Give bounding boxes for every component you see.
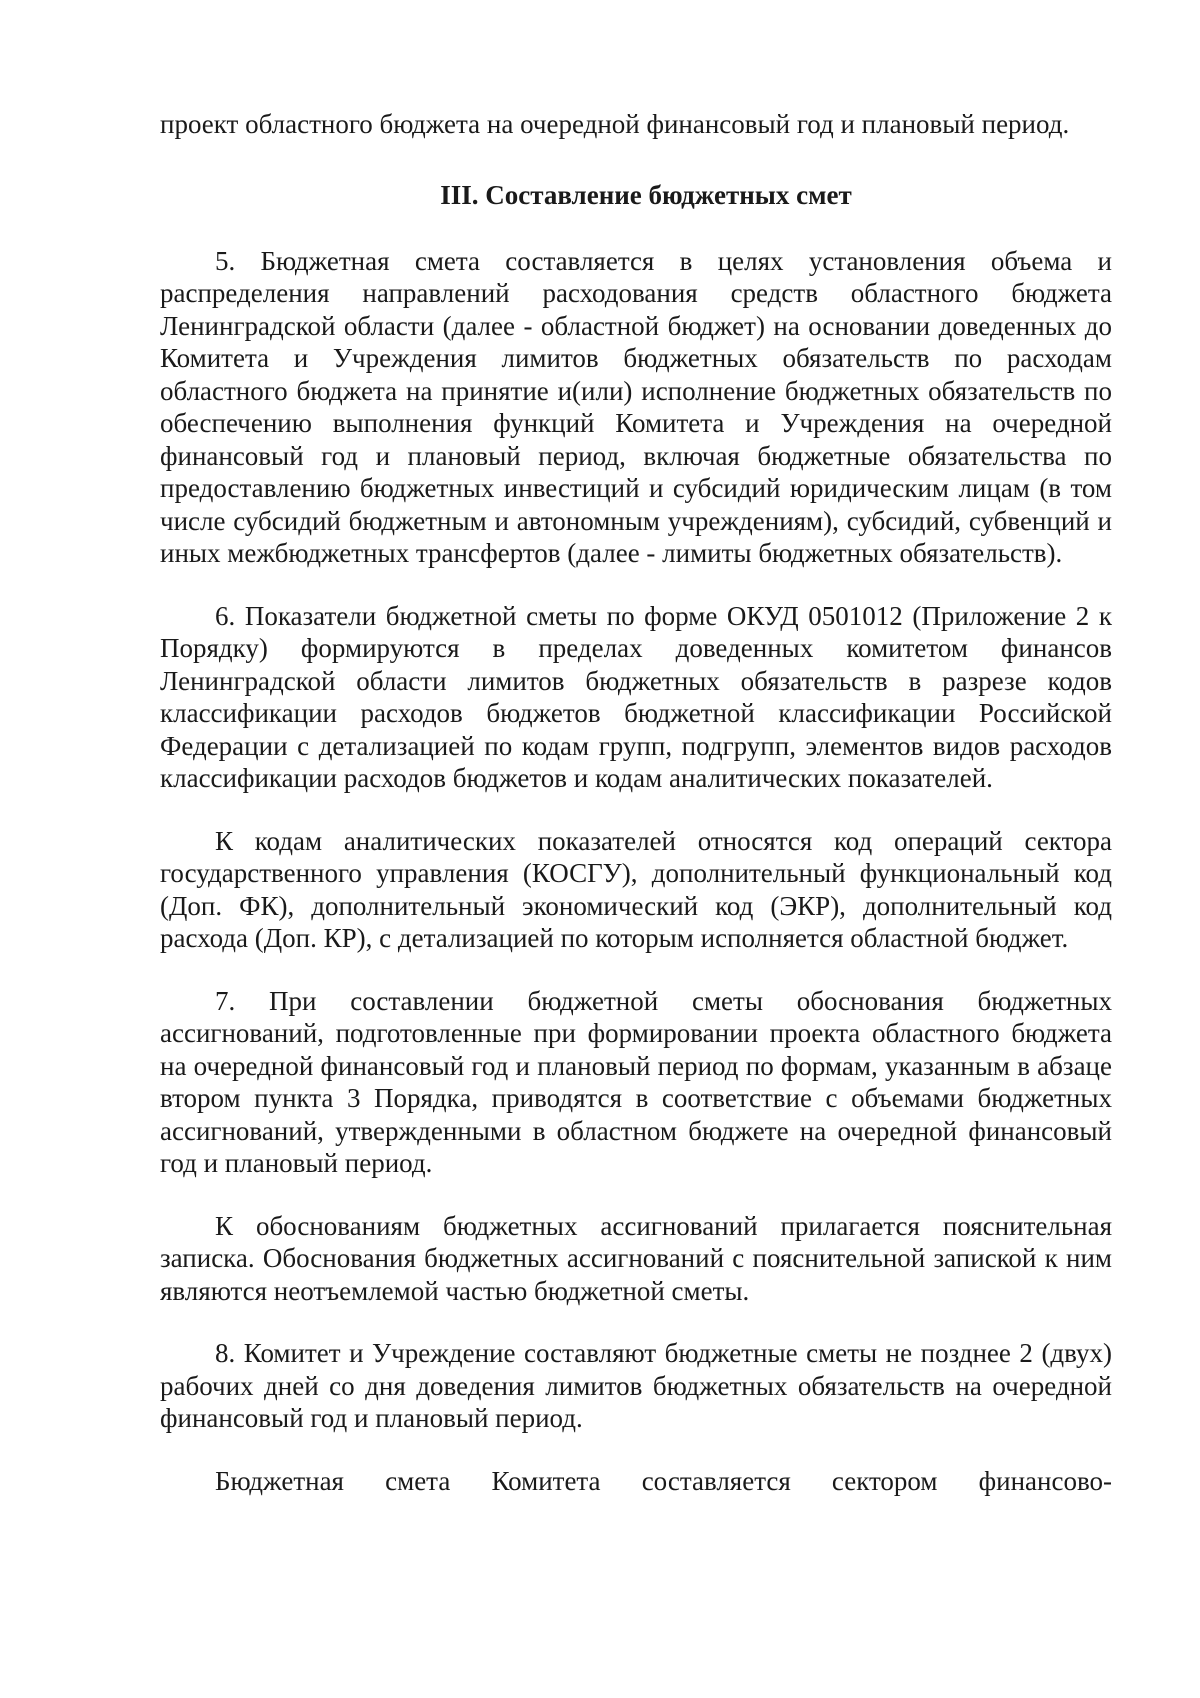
paragraph-item-6: 6. Показатели бюджетной сметы по форме ОКУД 0501012 (Приложение 2 к Порядку) формируются в пределах доведенных комитетом финансов Ленинградской области лимитов бюджетных обязательств в разрезе кодов классификации расходов бюджетов бюджетной классификации Российской Федерации с детализацией по кодам групп, подгрупп, элементов видов расходов классификации расходов бюджетов и кодам аналитических показателей. — [160, 600, 1112, 793]
section-title: III. Составление бюджетных смет — [440, 179, 852, 210]
intro-paragraph: проект областного бюджета на очередной финансовый год и плановый период. — [160, 109, 1070, 139]
paragraph-item-8: 8. Комитет и Учреждение составляют бюджетные сметы не позднее 2 (двух) рабочих дней со дня доведения лимитов бюджетных обязательств на очередной финансовый год и плановый период. — [160, 1338, 1112, 1433]
document-page — [160, 108, 1112, 1497]
paragraph-item-5: 5. Бюджетная смета составляется в целях установления объема и распределения направлений расходования средств областного бюджета Ленинградской области (далее - областной бюджет) на основании доведенных до Комитета и Учреждения лимитов бюджетных обязательств по расходам областного бюджета на принятие и(или) исполнение бюджетных обязательств по обеспечению выполнения функций Комитета и Учреждения на очередной финансовый год и плановый период, включая бюджетные обязательства по предоставлению бюджетных инвестиций и субсидий юридическим лицам (в том числе субсидий бюджетным и автономным учреждениям), субсидий, субвенций и иных межбюджетных трансфертов (далее - лимиты бюджетных обязательств). — [160, 245, 1112, 568]
paragraph-explanatory-note: К обоснованиям бюджетных ассигнований прилагается пояснительная записка. Обоснования бюджетных ассигнований с пояснительной запиской к ним являются неотъемлемой частью бюджетной сметы. — [160, 1210, 1112, 1306]
paragraph-analytic-codes: К кодам аналитических показателей относятся код операций сектора государственного управления (КОСГУ), дополнительный функциональный код (Доп. ФК), дополнительный экономический код (ЭКР), дополнительный код расхода (Доп. КР), с детализацией по которым исполняется областной бюджет. — [160, 825, 1112, 953]
paragraph-item-7: 7. При составлении бюджетной сметы обоснования бюджетных ассигнований, подготовленные при формировании проекта областного бюджета на очередной финансовый год и плановый период по формам, указанным в абзаце втором пункта 3 Порядка, приводятся в соответствие с объемами бюджетных ассигнований, утвержденными в областном бюджете на очередной финансовый год и плановый период. — [160, 985, 1112, 1178]
paragraph-committee-estimate: Бюджетная смета Комитета составляется сектором финансово- — [215, 1465, 1112, 1496]
